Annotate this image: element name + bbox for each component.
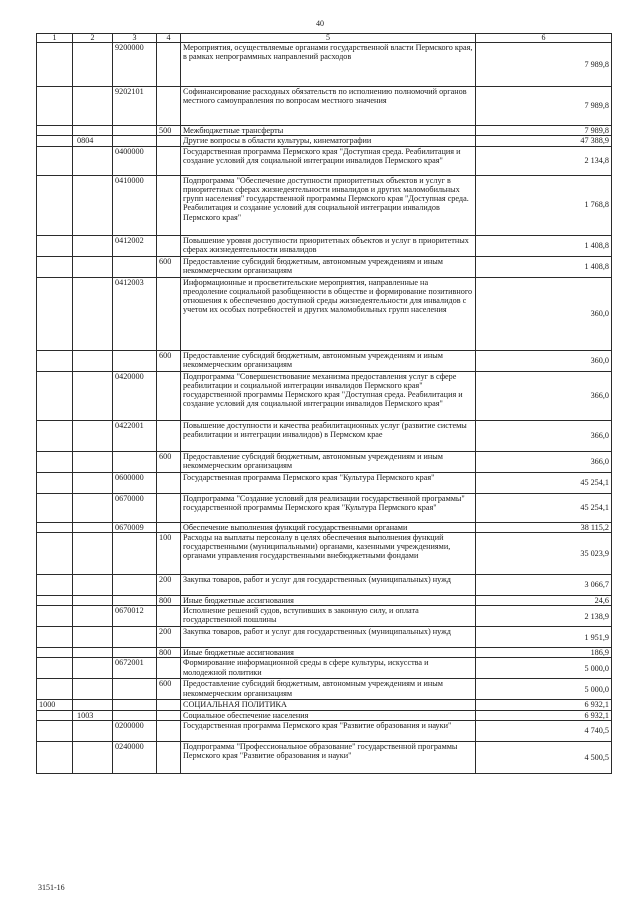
expense-type-code: 600 bbox=[157, 451, 181, 472]
table-row bbox=[37, 648, 612, 658]
table-row bbox=[37, 43, 612, 87]
table-row bbox=[37, 371, 612, 420]
section-code bbox=[37, 350, 73, 371]
section-code bbox=[37, 235, 73, 256]
item-name: Повышение доступности и качества реабилитационных услуг (развитие системы реабилитации и интеграции инвалидов) в Пермском крае bbox=[181, 420, 476, 451]
item-name: Государственная программа Пермского края "Доступная среда. Реабилитация и создание условий для социальной интеграции инвалидов Пермского края" bbox=[181, 146, 476, 175]
expense-type-code: 600 bbox=[157, 679, 181, 700]
subsection-code bbox=[73, 175, 113, 235]
item-name: Закупка товаров, работ и услуг для государственных (муниципальных) нужд bbox=[181, 574, 476, 595]
target-article-code bbox=[113, 256, 157, 277]
amount: 47 388,9 bbox=[476, 136, 612, 146]
item-name: Предоставление субсидий бюджетным, автономным учреждениям и иным некоммерческим организациям bbox=[181, 350, 476, 371]
subsection-code bbox=[73, 532, 113, 574]
amount: 366,0 bbox=[476, 420, 612, 451]
section-code bbox=[37, 136, 73, 146]
subsection-code bbox=[73, 493, 113, 522]
target-article-code: 0420000 bbox=[113, 371, 157, 420]
table-row bbox=[37, 710, 612, 720]
item-name: Подпрограмма "Профессиональное образование" государственной программы Пермского края "Развитие образования и науки" bbox=[181, 742, 476, 774]
section-code bbox=[37, 658, 73, 679]
target-article-code: 0422001 bbox=[113, 420, 157, 451]
item-name: Закупка товаров, работ и услуг для государственных (муниципальных) нужд bbox=[181, 627, 476, 648]
item-name: Предоставление субсидий бюджетным, автономным учреждениям и иным некоммерческим организациям bbox=[181, 679, 476, 700]
subsection-code: 0804 bbox=[73, 136, 113, 146]
table-row bbox=[37, 532, 612, 574]
item-name: Иные бюджетные ассигнования bbox=[181, 595, 476, 605]
table-row bbox=[37, 472, 612, 493]
item-name: Обеспечение выполнения функций государственными органами bbox=[181, 522, 476, 532]
subsection-code bbox=[73, 742, 113, 774]
target-article-code bbox=[113, 350, 157, 371]
column-header-row bbox=[37, 34, 612, 43]
column-header: 5 bbox=[181, 34, 476, 43]
item-name: Межбюджетные трансферты bbox=[181, 126, 476, 136]
table-row bbox=[37, 627, 612, 648]
budget-table bbox=[36, 33, 612, 774]
target-article-code bbox=[113, 700, 157, 710]
item-name: Формирование информационной среды в сфере культуры, искусства и молодежной политики bbox=[181, 658, 476, 679]
subsection-code bbox=[73, 87, 113, 126]
subsection-code bbox=[73, 126, 113, 136]
target-article-code: 0412002 bbox=[113, 235, 157, 256]
target-article-code bbox=[113, 451, 157, 472]
section-code bbox=[37, 472, 73, 493]
expense-type-code: 200 bbox=[157, 627, 181, 648]
expense-type-code: 100 bbox=[157, 532, 181, 574]
expense-type-code bbox=[157, 700, 181, 710]
section-code bbox=[37, 420, 73, 451]
section-code bbox=[37, 126, 73, 136]
section-code bbox=[37, 679, 73, 700]
table-row bbox=[37, 742, 612, 774]
table-row bbox=[37, 146, 612, 175]
target-article-code: 0672001 bbox=[113, 658, 157, 679]
subsection-code bbox=[73, 658, 113, 679]
expense-type-code: 500 bbox=[157, 126, 181, 136]
section-code bbox=[37, 493, 73, 522]
table-row bbox=[37, 256, 612, 277]
section-code bbox=[37, 627, 73, 648]
table-row bbox=[37, 721, 612, 742]
target-article-code bbox=[113, 126, 157, 136]
target-article-code: 0410000 bbox=[113, 175, 157, 235]
table-row bbox=[37, 595, 612, 605]
target-article-code bbox=[113, 679, 157, 700]
subsection-code bbox=[73, 700, 113, 710]
target-article-code bbox=[113, 595, 157, 605]
table-row bbox=[37, 277, 612, 350]
section-code bbox=[37, 721, 73, 742]
item-name: Подпрограмма "Обеспечение доступности приоритетных объектов и услуг в приоритетных сферах жизнедеятельности инвалидов и других маломобильных групп населения" государственной программы Пермского края "Доступная среда. Реабилитация и создание условий для социальной интеграции инвалидов Пермского края" bbox=[181, 175, 476, 235]
amount: 4 740,5 bbox=[476, 721, 612, 742]
expense-type-code: 600 bbox=[157, 256, 181, 277]
section-code bbox=[37, 43, 73, 87]
table-row bbox=[37, 451, 612, 472]
page-number: 40 bbox=[316, 19, 324, 28]
amount: 24,6 bbox=[476, 595, 612, 605]
table-row bbox=[37, 679, 612, 700]
subsection-code bbox=[73, 472, 113, 493]
item-name: Государственная программа Пермского края "Культура Пермского края" bbox=[181, 472, 476, 493]
amount: 2 138,9 bbox=[476, 606, 612, 627]
target-article-code bbox=[113, 136, 157, 146]
subsection-code bbox=[73, 679, 113, 700]
subsection-code bbox=[73, 43, 113, 87]
target-article-code: 9202101 bbox=[113, 87, 157, 126]
subsection-code bbox=[73, 350, 113, 371]
subsection-code bbox=[73, 146, 113, 175]
item-name: Исполнение решений судов, вступивших в законную силу, и оплата государственной пошлины bbox=[181, 606, 476, 627]
target-article-code: 9200000 bbox=[113, 43, 157, 87]
subsection-code bbox=[73, 648, 113, 658]
item-name: Информационные и просветительские мероприятия, направленные на преодоление социальной разобщенности в обществе и формирование позитивного отношения к обеспечению доступной среды жизнедеятельности для инвалидов с учетом их особых потребностей и других маломобильных групп населения bbox=[181, 277, 476, 350]
section-code bbox=[37, 146, 73, 175]
section-code bbox=[37, 87, 73, 126]
item-name: Государственная программа Пермского края "Развитие образования и науки" bbox=[181, 721, 476, 742]
amount: 7 989,8 bbox=[476, 43, 612, 87]
item-name: Другие вопросы в области культуры, кинематографии bbox=[181, 136, 476, 146]
expense-type-code bbox=[157, 658, 181, 679]
expense-type-code bbox=[157, 235, 181, 256]
target-article-code bbox=[113, 532, 157, 574]
amount: 35 023,9 bbox=[476, 532, 612, 574]
section-code bbox=[37, 451, 73, 472]
expense-type-code: 200 bbox=[157, 574, 181, 595]
target-article-code bbox=[113, 627, 157, 648]
section-code bbox=[37, 574, 73, 595]
table-row bbox=[37, 658, 612, 679]
expense-type-code bbox=[157, 472, 181, 493]
amount: 38 115,2 bbox=[476, 522, 612, 532]
target-article-code: 0670009 bbox=[113, 522, 157, 532]
amount: 7 989,8 bbox=[476, 87, 612, 126]
expense-type-code bbox=[157, 522, 181, 532]
amount: 360,0 bbox=[476, 277, 612, 350]
table-row bbox=[37, 126, 612, 136]
item-name: Социальное обеспечение населения bbox=[181, 710, 476, 720]
section-code bbox=[37, 595, 73, 605]
item-name: Мероприятия, осуществляемые органами государственной власти Пермского края, в рамках непрограммных направлений расходов bbox=[181, 43, 476, 87]
target-article-code: 0200000 bbox=[113, 721, 157, 742]
amount: 1 408,8 bbox=[476, 256, 612, 277]
table-row bbox=[37, 235, 612, 256]
target-article-code: 0240000 bbox=[113, 742, 157, 774]
expense-type-code bbox=[157, 721, 181, 742]
target-article-code bbox=[113, 710, 157, 720]
table-row bbox=[37, 574, 612, 595]
table-row bbox=[37, 700, 612, 710]
expense-type-code bbox=[157, 493, 181, 522]
amount: 186,9 bbox=[476, 648, 612, 658]
item-name: Предоставление субсидий бюджетным, автономным учреждениям и иным некоммерческим организациям bbox=[181, 256, 476, 277]
section-code bbox=[37, 522, 73, 532]
subsection-code bbox=[73, 595, 113, 605]
column-header: 3 bbox=[113, 34, 157, 43]
amount: 3 066,7 bbox=[476, 574, 612, 595]
table-row bbox=[37, 420, 612, 451]
subsection-code: 1003 bbox=[73, 710, 113, 720]
item-name: Подпрограмма "Создание условий для реализации государственной программы" государственной программы Пермского края "Культура Пермского края" bbox=[181, 493, 476, 522]
item-name: Предоставление субсидий бюджетным, автономным учреждениям и иным некоммерческим организациям bbox=[181, 451, 476, 472]
target-article-code: 0600000 bbox=[113, 472, 157, 493]
expense-type-code bbox=[157, 136, 181, 146]
amount: 1 951,9 bbox=[476, 627, 612, 648]
subsection-code bbox=[73, 256, 113, 277]
expense-type-code bbox=[157, 277, 181, 350]
table-row bbox=[37, 493, 612, 522]
subsection-code bbox=[73, 371, 113, 420]
item-name: Расходы на выплаты персоналу в целях обеспечения выполнения функций государственными (муниципальными) органами, казенными учреждениями, органами управления государственными внебюджетными фондами bbox=[181, 532, 476, 574]
amount: 366,0 bbox=[476, 451, 612, 472]
amount: 6 932,1 bbox=[476, 700, 612, 710]
subsection-code bbox=[73, 627, 113, 648]
amount: 45 254,1 bbox=[476, 472, 612, 493]
section-code bbox=[37, 606, 73, 627]
expense-type-code: 600 bbox=[157, 350, 181, 371]
item-name: Подпрограмма "Совершенствование механизма предоставления услуг в сфере реабилитации и социальной интеграции инвалидов Пермского края" государственной программы Пермского края "Доступная среда. Реабилитация и создание условий для социальной интеграции инвалидов Пермского края" bbox=[181, 371, 476, 420]
expense-type-code bbox=[157, 742, 181, 774]
amount: 360,0 bbox=[476, 350, 612, 371]
section-code bbox=[37, 710, 73, 720]
target-article-code bbox=[113, 648, 157, 658]
expense-type-code bbox=[157, 43, 181, 87]
table-row bbox=[37, 350, 612, 371]
amount: 1 768,8 bbox=[476, 175, 612, 235]
target-article-code: 0412003 bbox=[113, 277, 157, 350]
table-row bbox=[37, 606, 612, 627]
subsection-code bbox=[73, 522, 113, 532]
expense-type-code bbox=[157, 175, 181, 235]
amount: 2 134,8 bbox=[476, 146, 612, 175]
column-header: 1 bbox=[37, 34, 73, 43]
target-article-code: 0670000 bbox=[113, 493, 157, 522]
target-article-code: 0400000 bbox=[113, 146, 157, 175]
subsection-code bbox=[73, 235, 113, 256]
subsection-code bbox=[73, 574, 113, 595]
subsection-code bbox=[73, 277, 113, 350]
amount: 366,0 bbox=[476, 371, 612, 420]
expense-type-code bbox=[157, 371, 181, 420]
target-article-code bbox=[113, 574, 157, 595]
section-code bbox=[37, 742, 73, 774]
subsection-code bbox=[73, 721, 113, 742]
table-row bbox=[37, 136, 612, 146]
expense-type-code bbox=[157, 146, 181, 175]
expense-type-code bbox=[157, 87, 181, 126]
footer-code: 3151-16 bbox=[38, 883, 65, 892]
expense-type-code bbox=[157, 420, 181, 451]
amount: 45 254,1 bbox=[476, 493, 612, 522]
item-name: СОЦИАЛЬНАЯ ПОЛИТИКА bbox=[181, 700, 476, 710]
expense-type-code bbox=[157, 710, 181, 720]
table-row bbox=[37, 87, 612, 126]
amount: 5 000,0 bbox=[476, 658, 612, 679]
subsection-code bbox=[73, 420, 113, 451]
item-name: Софинансирование расходных обязательств по исполнению полномочий органов местного самоуправления по вопросам местного значения bbox=[181, 87, 476, 126]
column-header: 6 bbox=[476, 34, 612, 43]
expense-type-code: 800 bbox=[157, 648, 181, 658]
item-name: Иные бюджетные ассигнования bbox=[181, 648, 476, 658]
table-row bbox=[37, 522, 612, 532]
table-row bbox=[37, 175, 612, 235]
section-code bbox=[37, 532, 73, 574]
column-header: 4 bbox=[157, 34, 181, 43]
section-code bbox=[37, 256, 73, 277]
amount: 4 500,5 bbox=[476, 742, 612, 774]
expense-type-code: 800 bbox=[157, 595, 181, 605]
column-header: 2 bbox=[73, 34, 113, 43]
section-code bbox=[37, 371, 73, 420]
subsection-code bbox=[73, 606, 113, 627]
section-code bbox=[37, 648, 73, 658]
section-code: 1000 bbox=[37, 700, 73, 710]
amount: 1 408,8 bbox=[476, 235, 612, 256]
subsection-code bbox=[73, 451, 113, 472]
amount: 7 989,8 bbox=[476, 126, 612, 136]
section-code bbox=[37, 175, 73, 235]
target-article-code: 0670012 bbox=[113, 606, 157, 627]
section-code bbox=[37, 277, 73, 350]
item-name: Повышение уровня доступности приоритетных объектов и услуг в приоритетных сферах жизнедеятельности инвалидов bbox=[181, 235, 476, 256]
expense-type-code bbox=[157, 606, 181, 627]
amount: 5 000,0 bbox=[476, 679, 612, 700]
amount: 6 932,1 bbox=[476, 710, 612, 720]
